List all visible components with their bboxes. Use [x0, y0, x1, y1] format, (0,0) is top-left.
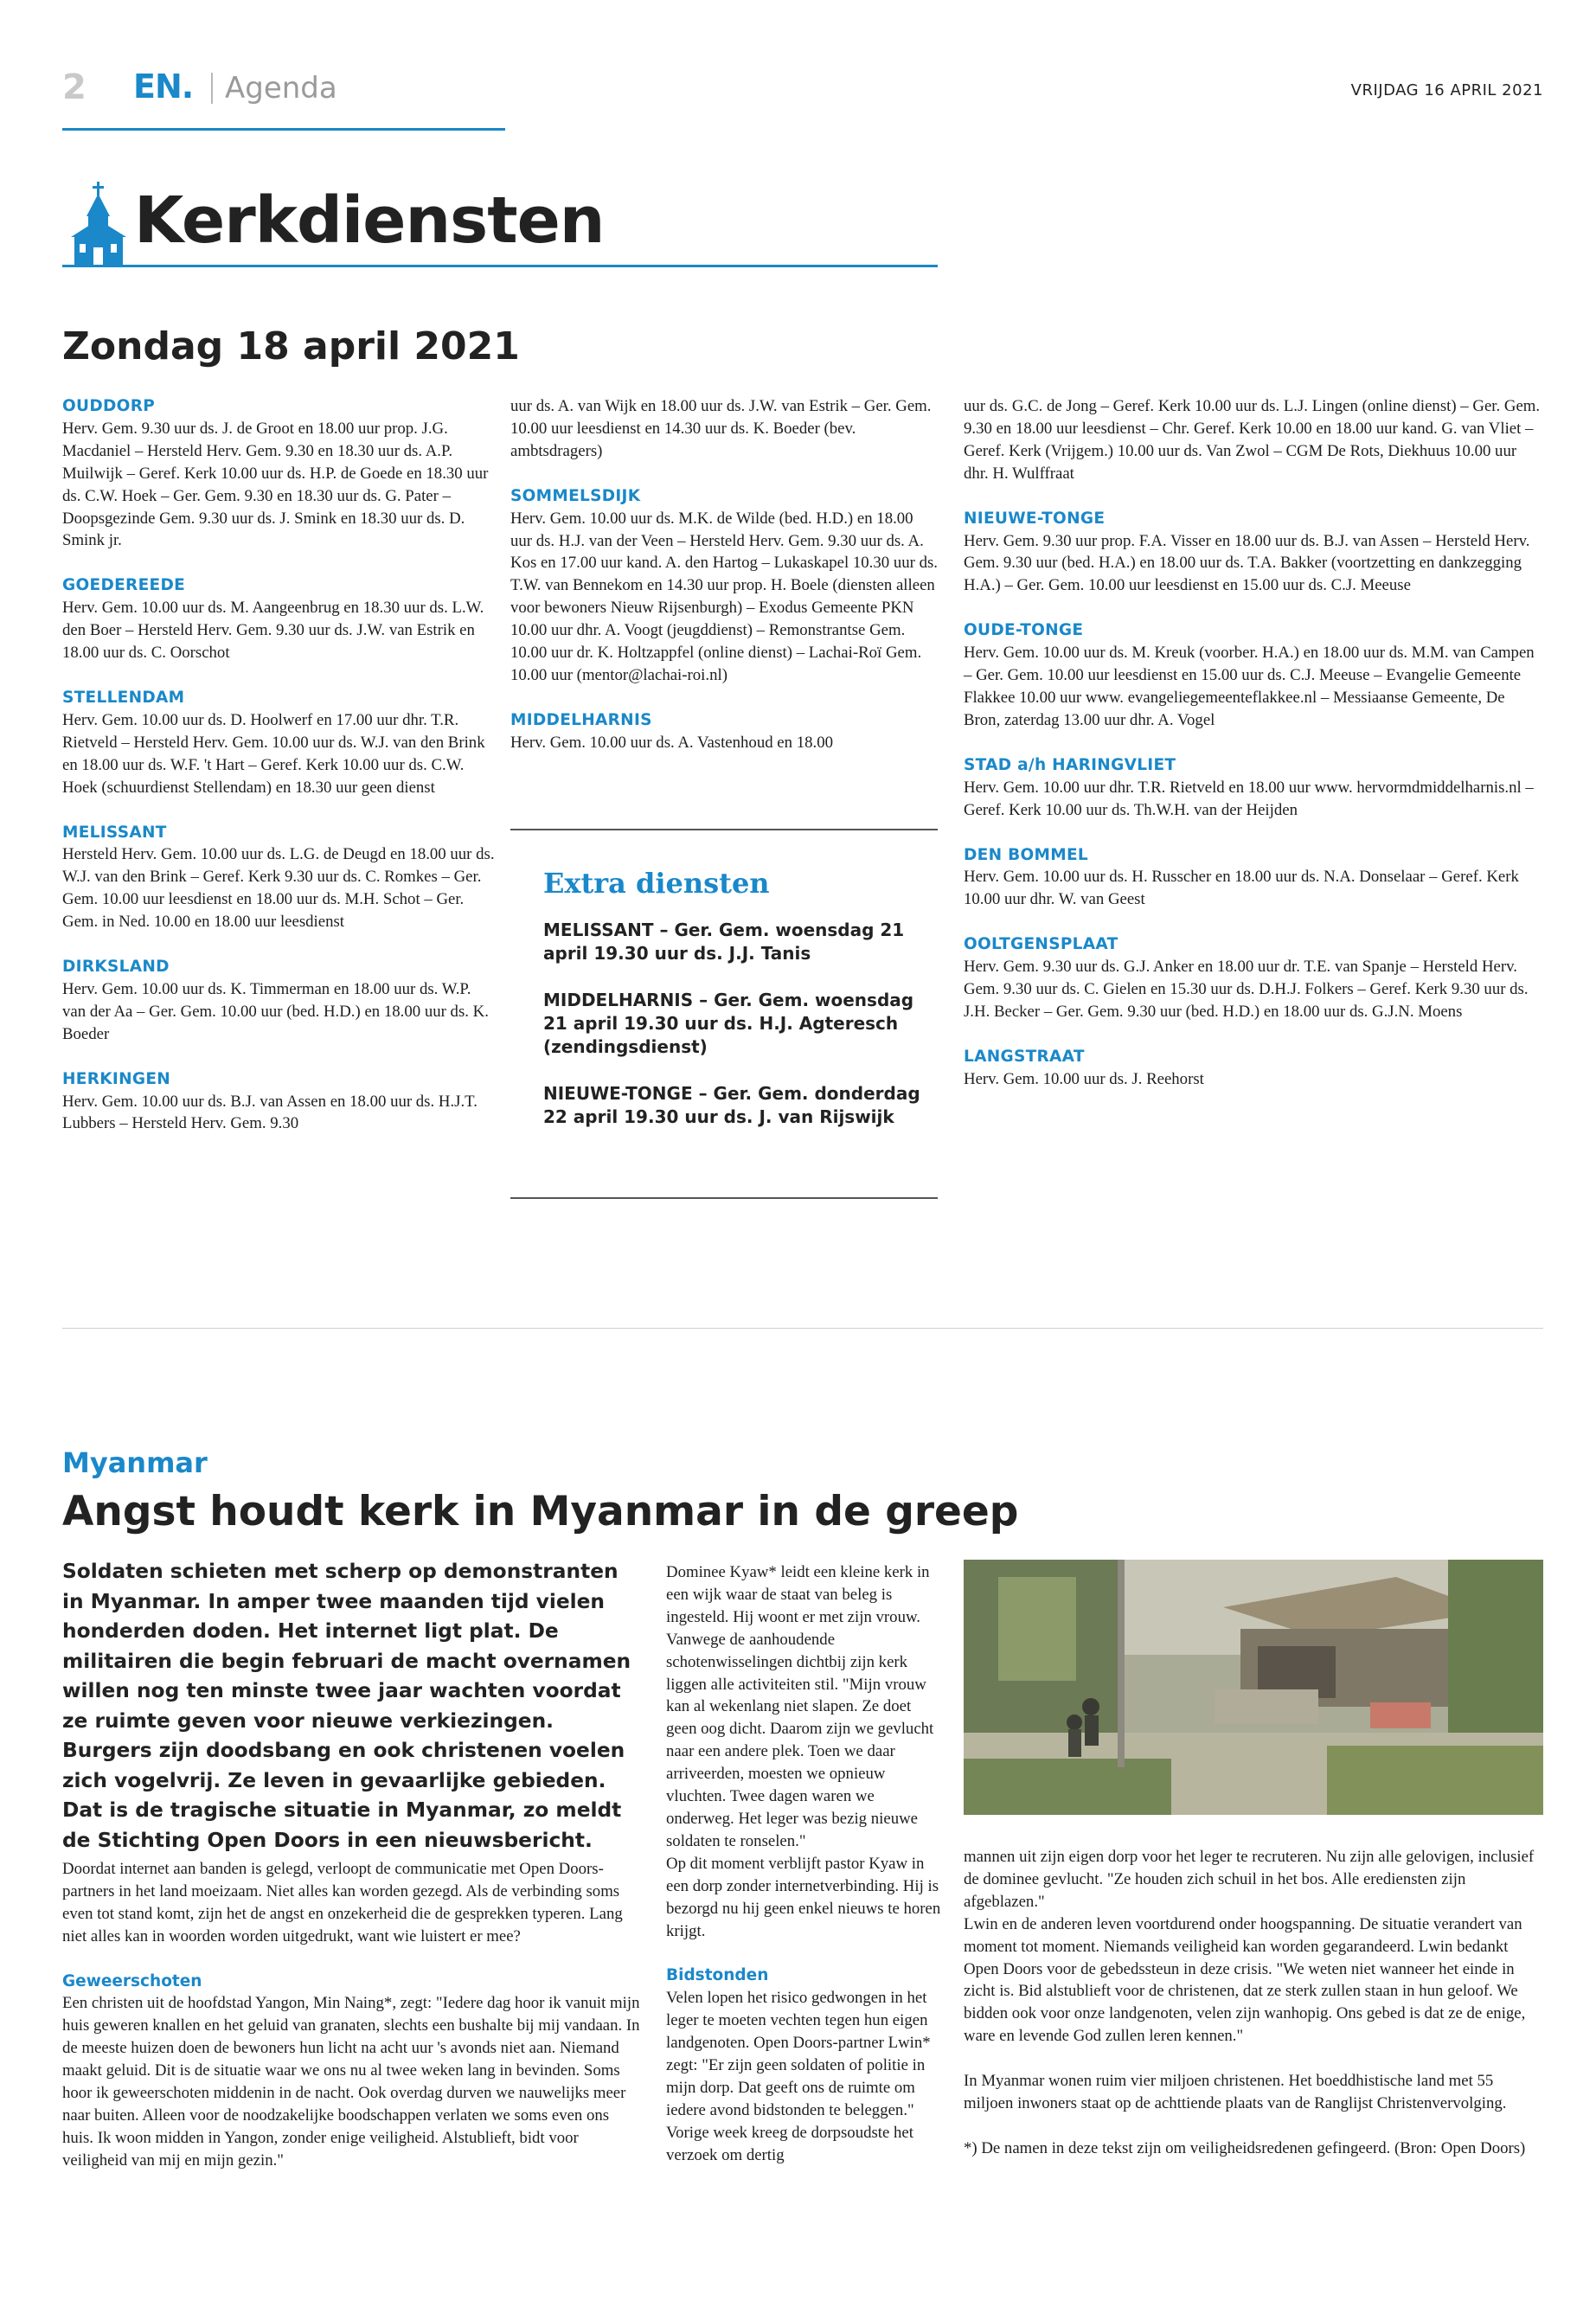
place-heading: OUDE-TONGE [964, 621, 1084, 640]
article-paragraph: Lwin en de anderen leven voortdurend onder hoogspanning. De situatie verandert van moment tot moment. Niemands veiligheid kan worden gegarandeerd. Lwin bedankt Open Doors voor de gebedssteun in deze crisis. "We weten niet wanneer het einde in zicht is. Bid alstublieft voor de christenen, dat ze sterk zullen staan in hun geloof. We bidden ook voor onze landgenoten, velen zijn wanhopig. Ons gebed is dat ze de enige, ware en levende God zullen leren kennen." [964, 1914, 1526, 2046]
service-listing: Herv. Gem. 10.00 uur ds. D. Hoolwerf en 17.00 uur dhr. T.R. Rietveld – Hersteld Herv. Gem. 10.00 uur ds. W.J. van den Brink en 18.00 uur ds. W.F. 't Hart – Geref. Kerk 10.00 uur ds. C.W. Hoek (schuurdienst Stellendam) en 18.30 uur geen dienst [62, 710, 485, 797]
service-listing: Herv. Gem. 10.00 uur dhr. T.R. Rietveld en 18.00 uur www. hervormdmiddelharnis.nl – Geref. Kerk 10.00 uur ds. Th.W.H. van der Heijden [964, 778, 1534, 819]
article-paragraph: Een christen uit de hoofdstad Yangon, Min Naing*, zegt: "Iedere dag hoor ik vanuit mijn huis geweren knallen en het geluid van granaten, slechts een bushalte bij mij vandaan. In de meeste huizen doen de bewoners hun licht na acht uur 's avonds niet aan. Niemand maakt geluid. Dit is de situatie waar we ons nu al twee weken lang in bevinden. Soms hoor ik geweerschoten middenin in de nacht. Ook overdag durven we nauwelijks meer naar buiten. Alleen voor de noodzakelijke boodschappen verlaten we soms even ons huis. Ik woon midden in Yangon, zonder enige veiligheid. Alstublieft, bidt voor veiligheid van mij en mijn gezin." [62, 1994, 640, 2170]
place-heading: MELISSANT [62, 823, 167, 842]
page-number: 2 [62, 67, 87, 107]
place-heading: GOEDEREEDE [62, 576, 186, 595]
article-paragraph: *) De namen in deze tekst zijn om veiligheidsredenen gefingeerd. (Bron: Open Doors) [964, 2138, 1526, 2157]
place-heading: SOMMELSDIJK [510, 486, 641, 505]
article-subheading: Geweerschoten [62, 1971, 202, 1990]
article-column-1 [62, 1858, 642, 2172]
section-divider [62, 1328, 1543, 1329]
place-heading: HERKINGEN [62, 1069, 171, 1088]
box-bottom-rule [510, 1197, 938, 1199]
place-heading: STELLENDAM [62, 688, 185, 707]
extra-service-item: MIDDELHARNIS – Ger. Gem. woensdag 21 april 19.30 uur ds. H.J. Agteresch (zendingsdienst) [543, 990, 914, 1057]
place-heading: STAD a/h HARINGVLIET [964, 755, 1176, 774]
service-date-heading: Zondag 18 april 2021 [62, 324, 520, 369]
service-listing: Herv. Gem. 9.30 uur ds. G.J. Anker en 18.00 uur dr. T.E. van Spanje – Hersteld Herv. Gem. 9.30 uur ds. C. Gielen en 15.30 uur ds. D.H.J. Folkers – Geref. Kerk 9.30 uur ds. J.H. Becker – Ger. Gem. 9.30 uur (bed. H.D.) en 18.00 uur ds. G.J.N. Moens [964, 958, 1529, 1021]
extra-services-title: Extra diensten [543, 867, 770, 900]
article-kicker: Myanmar [62, 1446, 208, 1479]
article-paragraph: Op dit moment verblijft pastor Kyaw in een dorp zonder internetverbinding. Hij is bezorgd nu hij geen enkel nieuws te horen krijgt. [666, 1854, 941, 1940]
title-rule [62, 265, 938, 267]
service-listing-continued: uur ds. G.C. de Jong – Geref. Kerk 10.00 uur ds. L.J. Lingen (online dienst) – Ger. Gem. 9.30 en 18.00 uur leesdienst – Chr. Geref. Kerk 10.00 en 18.00 uur kand. G. van Vliet – Geref. Kerk (Vrijgem.) 10.00 uur ds. Van Zwol – CGM De Rots, Diekhuus 10.00 uur dhr. H. Wulffraat [964, 397, 1541, 483]
service-listing: Herv. Gem. 10.00 uur ds. B.J. van Assen en 18.00 uur ds. H.J.T. Lubbers – Hersteld Herv. Gem. 9.30 [62, 1092, 478, 1133]
article-paragraph: mannen uit zijn eigen dorp voor het leger te recruteren. Nu zijn alle gelovigen, inclusief de dominee gevlucht. "Ze houden zich schuil in het bos. Alle erediensten zijn afgeblazen." [964, 1848, 1535, 1911]
church-icon [69, 182, 130, 268]
extra-services-list [543, 919, 924, 1152]
place-heading: NIEUWE-TONGE [964, 509, 1106, 528]
service-listing: Hersteld Herv. Gem. 10.00 uur ds. L.G. de Deugd en 18.00 uur ds. W.J. van den Brink – Geref. Kerk 9.30 uur ds. C. Romkes – Ger. Gem. 10.00 uur leesdienst en 18.00 uur ds. M.H. Schot – Ger. Gem. in Ned. 10.00 en 18.00 uur leesdienst [62, 845, 495, 932]
box-top-rule [510, 829, 938, 830]
place-heading: OUDDORP [62, 397, 156, 415]
service-listing: Herv. Gem. 10.00 uur ds. M.K. de Wilde (bed. H.D.) en 18.00 uur ds. H.J. van der Veen – Hersteld Herv. Gem. 9.30 uur ds. A. Kos en 17.00 uur kand. A. den Hartog – Lukaskapel 10.30 uur ds. T.W. van Bennekom en 14.30 uur prop. H. Boele (diensten alleen voor bewoners Nieuw Rijsenburgh) – Exodus Gemeente PKN 10.00 uur dhr. A. Voogt (jeugddienst) – Remonstrantse Gem. 10.00 uur dr. K. Holtzappfel (online dienst) – Lachai-Roï Gem. 10.00 uur (mentor@lachai-roi.nl) [510, 509, 938, 684]
article-lead: Soldaten schieten met scherp op demonstranten in Myanmar. In amper twee maanden tijd vielen honderden doden. Het internet ligt plat. De militairen die begin februari de macht overnamen willen nog ten minste twee jaar wachten voordat ze ruimte geven voor nieuwe verkiezingen. Burgers zijn doodsbang en ook christenen voelen zich vogelvrij. Ze leven in gevaarlijke gebieden. Dat is de tragische situatie in Myanmar, zo meldt de Stichting Open Doors in een nieuwsbericht. [62, 1560, 631, 1852]
article-paragraph: Dominee Kyaw* leidt een kleine kerk in een wijk waar de staat van beleg is ingesteld. Hij woont er met zijn vrouw. Vanwege de aanhoudende schotenwisselingen dichtbij zijn kerk liggen alle activiteiten stil. "Mijn vrouw kan al wekenlang niet slapen. Ze doet geen oog dicht. Daarom zijn we gevlucht naar een andere plek. Toen we daar arriveerden, moesten we opnieuw vluchten. Twee dagen waren we onderweg. Het leger was bezig nieuwe soldaten te ronselen." [666, 1563, 934, 1850]
service-listing: Herv. Gem. 9.30 uur prop. F.A. Visser en 18.00 uur ds. B.J. van Assen – Hersteld Herv. Gem. 9.30 uur (bed. H.A.) en 18.00 uur ds. T.A. Bakker (voortzetting en dankzegging H.A.) – Ger. Gem. 10.00 uur leesdienst en 15.00 uur ds. C.J. Meeuse [964, 531, 1530, 595]
services-column-1 [62, 395, 495, 1135]
page-title: Kerkdiensten [134, 183, 605, 258]
newspaper-logo[interactable]: EN. [133, 67, 194, 106]
place-heading: OOLTGENSPLAAT [964, 935, 1118, 954]
article-photo [964, 1560, 1543, 1815]
service-listing: Herv. Gem. 10.00 uur ds. K. Timmerman en 18.00 uur ds. W.P. van der Aa – Ger. Gem. 10.00 uur (bed. H.D.) en 18.00 uur ds. K. Boeder [62, 979, 489, 1043]
service-listing-continued: uur ds. A. van Wijk en 18.00 uur ds. J.W. van Estrik – Ger. Gem. 10.00 uur leesdienst en 14.30 uur ds. K. Boeder (bev. ambtsdragers) [510, 397, 932, 460]
article-column-3 [964, 1846, 1543, 2160]
service-listing: Herv. Gem. 10.00 uur ds. H. Russcher en 18.00 uur ds. N.A. Donselaar – Geref. Kerk 10.00 uur dhr. W. van Geest [964, 868, 1519, 909]
header-separator [211, 73, 213, 104]
article-paragraph: Doordat internet aan banden is gelegd, verloopt de communicatie met Open Doors-partners in het land moeizaam. Niet alles kan worden gezegd. Als de verbinding soms even tot stand komt, zijn het de angst en onzekerheid die de gesprekken typeren. Lang niet alles kan in woorden worden uitgedrukt, want wie luistert er mee? [62, 1860, 623, 1945]
header-rule [62, 128, 505, 131]
extra-services-box [510, 829, 938, 1199]
service-listing: Herv. Gem. 9.30 uur ds. J. de Groot en 18.00 uur prop. J.G. Macdaniel – Hersteld Herv. Gem. 9.30 en 18.30 uur ds. A.P. Muilwijk – Geref. Kerk 10.00 uur ds. H.P. de Goede en 18.30 uur ds. C.W. Hoek – Ger. Gem. 9.30 en 18.30 uur ds. G. Pater – Doopsgezinde Gem. 9.30 uur ds. J. Smink en 18.30 uur ds. D. Smink jr. [62, 419, 489, 550]
article-paragraph: In Myanmar wonen ruim vier miljoen christenen. Het boeddhistische land met 55 miljoen inwoners staat op de achttiende plaats van de Ranglijst Christenvervolging. [964, 2072, 1507, 2112]
article-paragraph: Velen lopen het risico gedwongen in het leger te moeten vechten tegen hun eigen landgenoten. Open Doors-partner Lwin* zegt: "Er zijn geen soldaten of politie in mijn dorp. Dat geeft ons de ruimte om iedere avond bidstonden te beleggen." Vorige week kreeg de dorpsoudste het verzoek om dertig [666, 1989, 931, 2164]
service-listing: Herv. Gem. 10.00 uur ds. M. Kreuk (voorber. H.A.) en 18.00 uur ds. M.M. van Campen – Ger. Gem. 10.00 uur leesdienst en 15.00 uur ds. C.J. Meeuse – Evangelie Gemeente Flakkee 10.00 uur www. evangeliegemeenteflakkee.nl – Messiaanse Gemeente, De Bron, zaterdag 13.00 uur dhr. A. Vogel [964, 644, 1535, 729]
services-column-3 [964, 395, 1543, 1091]
section-name: Agenda [225, 71, 337, 106]
service-listing: Herv. Gem. 10.00 uur ds. A. Vastenhoud en 18.00 [510, 733, 833, 752]
services-column-2 [510, 395, 938, 754]
article-headline: Angst houdt kerk in Myanmar in de greep [62, 1488, 1019, 1535]
place-heading: MIDDELHARNIS [510, 710, 652, 729]
article-column-2 [666, 1561, 941, 2166]
page-header [62, 67, 1543, 128]
place-heading: DEN BOMMEL [964, 845, 1088, 864]
service-listing: Herv. Gem. 10.00 uur ds. M. Aangeenbrug en 18.30 uur ds. L.W. den Boer – Hersteld Herv. Gem. 9.30 uur ds. J.W. van Estrik en 18.00 uur ds. C. Oorschot [62, 599, 484, 663]
article-subheading: Bidstonden [666, 1966, 769, 1985]
service-listing: Herv. Gem. 10.00 uur ds. J. Reehorst [964, 1069, 1204, 1088]
place-heading: DIRKSLAND [62, 958, 170, 977]
extra-service-item: MELISSANT – Ger. Gem. woensdag 21 april 19.30 uur ds. J.J. Tanis [543, 920, 905, 964]
issue-date: VRIJDAG 16 APRIL 2021 [1350, 81, 1543, 99]
extra-service-item: NIEUWE-TONGE – Ger. Gem. donderdag 22 april 19.30 uur ds. J. van Rijswijk [543, 1083, 920, 1127]
place-heading: LANGSTRAAT [964, 1047, 1085, 1066]
